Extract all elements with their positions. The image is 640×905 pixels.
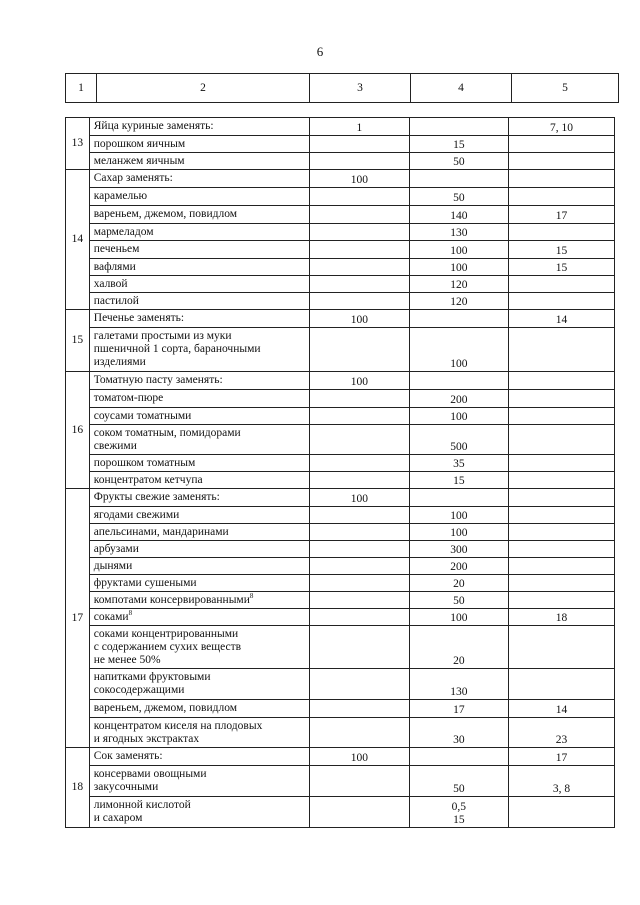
equivalent-quantity-cell: 100 [409,328,508,372]
base-quantity-cell: 100 [310,489,409,507]
base-quantity-cell [310,153,409,170]
product-name: Фрукты свежие заменять: [93,491,220,503]
column-header-3: 3 [310,74,411,103]
table-row [66,188,615,206]
base-quantity-cell [310,224,409,241]
base-quantity-cell [310,626,409,669]
product-name-cell [89,224,309,241]
product-name-cell [89,170,309,188]
group-number: 14 [66,170,90,310]
equivalent-quantity-cell: 50 [409,766,508,797]
reference-cell: 3, 8 [509,766,615,797]
table-row [66,153,615,170]
product-name-cell [89,408,309,425]
product-name-cell [89,700,309,718]
table-row [66,541,615,558]
reference-cell [509,489,615,507]
product-name-cell [89,524,309,541]
equivalent-quantity-cell: 15 [409,136,508,153]
product-name: томатом-пюре [93,392,164,404]
reference-cell: 15 [509,241,615,259]
column-header-1: 1 [66,74,97,103]
table-row [66,558,615,575]
equivalent-quantity-cell: 50 [409,153,508,170]
equivalent-quantity-cell: 300 [409,541,508,558]
product-name: соком томатным, помидорами свежими [93,426,241,452]
table-row [66,136,615,153]
reference-cell [509,328,615,372]
product-name: соусами томатными [93,409,192,422]
table-row [66,276,615,293]
column-header-table [65,73,619,103]
table-row [66,372,615,390]
base-quantity-cell [310,241,409,259]
reference-cell [509,455,615,472]
product-name: соками концентрированными с содержанием сухих веществ не менее 50% [93,627,242,666]
base-quantity-cell [310,259,409,276]
product-name: арбузами [93,542,139,555]
reference-cell [509,541,615,558]
product-name: вареньем, джемом, повидлом [93,208,238,220]
product-name-cell [89,390,309,408]
product-name-cell [89,293,309,310]
table-row [66,748,615,766]
product-name-cell [89,489,309,507]
reference-cell: 17 [509,748,615,766]
equivalent-quantity-cell: 100 [409,259,508,276]
product-name-cell [89,507,309,524]
group-number: 18 [66,748,90,828]
base-quantity-cell: 1 [310,118,409,136]
reference-cell [509,626,615,669]
table-row [66,797,615,828]
table-row [66,425,615,455]
reference-cell [509,224,615,241]
equivalent-quantity-cell: 120 [409,276,508,293]
substitution-table-body [66,118,615,828]
table-row [66,700,615,718]
product-name: соками [93,610,129,623]
base-quantity-cell [310,188,409,206]
base-quantity-cell [310,541,409,558]
equivalent-quantity-cell: 30 [409,718,508,748]
product-name: Яйца куриные заменять: [93,120,214,132]
equivalent-quantity-cell: 100 [409,408,508,425]
product-name-cell [89,592,309,609]
table-row [66,669,615,700]
table-row [66,390,615,408]
product-name-cell [89,259,309,276]
base-quantity-cell [310,592,409,609]
product-name: консервами овощными закусочными [93,768,207,793]
table-row [66,224,615,241]
reference-cell [509,592,615,609]
reference-cell [509,188,615,206]
base-quantity-cell [310,766,409,797]
reference-cell [509,170,615,188]
base-quantity-cell: 100 [310,372,409,390]
reference-cell [509,472,615,489]
reference-cell [509,408,615,425]
product-name: вареньем, джемом, повидлом [93,702,238,714]
column-header-4: 4 [411,74,512,103]
table-row [66,293,615,310]
product-name-cell [89,425,309,455]
product-name: галетами простыми из муки пшеничной 1 сорта, бараночными изделиями [93,330,261,368]
base-quantity-cell [310,472,409,489]
product-name: Томатную пасту заменять: [93,374,223,386]
product-name-cell [89,118,309,136]
base-quantity-cell [310,293,409,310]
product-name-cell [89,455,309,472]
group-number: 16 [66,372,90,489]
reference-cell [509,558,615,575]
column-header-row [66,74,619,103]
base-quantity-cell [310,575,409,592]
table-row [66,626,615,669]
reference-cell: 14 [509,310,615,328]
product-name-cell [89,575,309,592]
table-row [66,259,615,276]
table-row [66,241,615,259]
product-name: ягодами свежими [93,508,180,521]
footnote-mark: 8 [128,608,133,617]
equivalent-quantity-cell: 15 [409,472,508,489]
reference-cell: 18 [509,609,615,626]
reference-cell: 15 [509,259,615,276]
table-row [66,609,615,626]
table-row [66,206,615,224]
base-quantity-cell [310,206,409,224]
reference-cell [509,507,615,524]
product-name: халвой [93,277,128,290]
equivalent-quantity-cell: 50 [409,188,508,206]
reference-cell: 23 [509,718,615,748]
product-name-cell [89,328,309,372]
equivalent-quantity-cell: 17 [409,700,508,718]
reference-cell [509,669,615,700]
table-row [66,489,615,507]
equivalent-quantity-cell: 130 [409,669,508,700]
product-name-cell [89,766,309,797]
product-name: дынями [93,559,133,572]
base-quantity-cell [310,425,409,455]
base-quantity-cell: 100 [310,748,409,766]
product-name-cell [89,669,309,700]
column-header-5: 5 [512,74,619,103]
base-quantity-cell [310,455,409,472]
base-quantity-cell [310,408,409,425]
reference-cell [509,372,615,390]
equivalent-quantity-cell [409,372,508,390]
product-name-cell [89,276,309,293]
base-quantity-cell [310,609,409,626]
equivalent-quantity-cell: 100 [409,507,508,524]
base-quantity-cell [310,718,409,748]
equivalent-quantity-cell: 200 [409,558,508,575]
product-name-cell [89,136,309,153]
product-name-cell [89,310,309,328]
table-row [66,507,615,524]
reference-cell [509,293,615,310]
product-name: карамелью [93,190,148,202]
product-name: фруктами сушеными [93,576,197,589]
product-name-cell [89,797,309,828]
equivalent-quantity-cell: 500 [409,425,508,455]
product-name: пастилой [93,294,139,307]
table-row [66,170,615,188]
table-row [66,524,615,541]
table-row [66,455,615,472]
equivalent-quantity-cell [409,118,508,136]
product-name: концентратом кетчупа [93,473,203,486]
equivalent-quantity-cell [409,748,508,766]
equivalent-quantity-cell [409,310,508,328]
base-quantity-cell [310,524,409,541]
reference-cell: 17 [509,206,615,224]
product-name-cell [89,188,309,206]
product-name: Печенье заменять: [93,312,185,324]
column-header-2: 2 [97,74,310,103]
base-quantity-cell [310,558,409,575]
base-quantity-cell [310,669,409,700]
product-name: лимонной кислотой и сахаром [93,799,191,824]
product-name-cell [89,558,309,575]
product-name-cell [89,241,309,259]
base-quantity-cell [310,797,409,828]
product-name-cell [89,718,309,748]
reference-cell [509,390,615,408]
table-row [66,718,615,748]
base-quantity-cell [310,328,409,372]
equivalent-quantity-cell [409,170,508,188]
product-name-cell [89,206,309,224]
table-row [66,328,615,372]
group-number: 15 [66,310,90,372]
table-row [66,310,615,328]
equivalent-quantity-cell: 100 [409,609,508,626]
product-name-cell [89,153,309,170]
table-row [66,592,615,609]
substitution-table [65,117,615,828]
page-number: 6 [316,44,324,59]
equivalent-quantity-cell: 0,5 15 [409,797,508,828]
equivalent-quantity-cell: 100 [409,241,508,259]
product-name-cell [89,541,309,558]
product-name: напитками фруктовыми сокосодержащими [93,671,211,696]
product-name-cell [89,748,309,766]
base-quantity-cell [310,390,409,408]
reference-cell [509,136,615,153]
equivalent-quantity-cell: 50 [409,592,508,609]
group-number: 13 [66,118,90,170]
base-quantity-cell [310,136,409,153]
product-name-cell [89,609,309,626]
table-row [66,766,615,797]
equivalent-quantity-cell: 20 [409,626,508,669]
product-name: Сок заменять: [93,750,163,762]
equivalent-quantity-cell [409,489,508,507]
base-quantity-cell: 100 [310,310,409,328]
footnote-mark: 8 [249,591,254,600]
product-name: порошком яичным [93,137,186,150]
reference-cell [509,153,615,170]
equivalent-quantity-cell: 200 [409,390,508,408]
base-quantity-cell [310,276,409,293]
equivalent-quantity-cell: 100 [409,524,508,541]
table-row [66,575,615,592]
equivalent-quantity-cell: 20 [409,575,508,592]
group-number: 17 [66,489,90,748]
table-row [66,408,615,425]
reference-cell [509,575,615,592]
product-name: вафлями [93,260,136,273]
reference-cell [509,276,615,293]
table-row [66,118,615,136]
base-quantity-cell [310,700,409,718]
product-name-cell [89,372,309,390]
reference-cell [509,524,615,541]
product-name: мармеладом [93,225,154,238]
reference-cell: 14 [509,700,615,718]
product-name-cell [89,626,309,669]
table-row [66,472,615,489]
product-name-cell [89,472,309,489]
product-name: Сахар заменять: [93,172,173,184]
reference-cell [509,425,615,455]
reference-cell: 7, 10 [509,118,615,136]
product-name: порошком томатным [93,456,196,469]
product-name: меланжем яичным [93,154,185,167]
base-quantity-cell [310,507,409,524]
equivalent-quantity-cell: 35 [409,455,508,472]
product-name: компотами консервированными [93,593,250,606]
product-name: апельсинами, мандаринами [93,525,229,538]
equivalent-quantity-cell: 120 [409,293,508,310]
base-quantity-cell: 100 [310,170,409,188]
product-name: печеньем [93,243,140,255]
equivalent-quantity-cell: 130 [409,224,508,241]
equivalent-quantity-cell: 140 [409,206,508,224]
product-name: концентратом киселя на плодовых и ягодных экстрактах [93,719,263,745]
reference-cell [509,797,615,828]
